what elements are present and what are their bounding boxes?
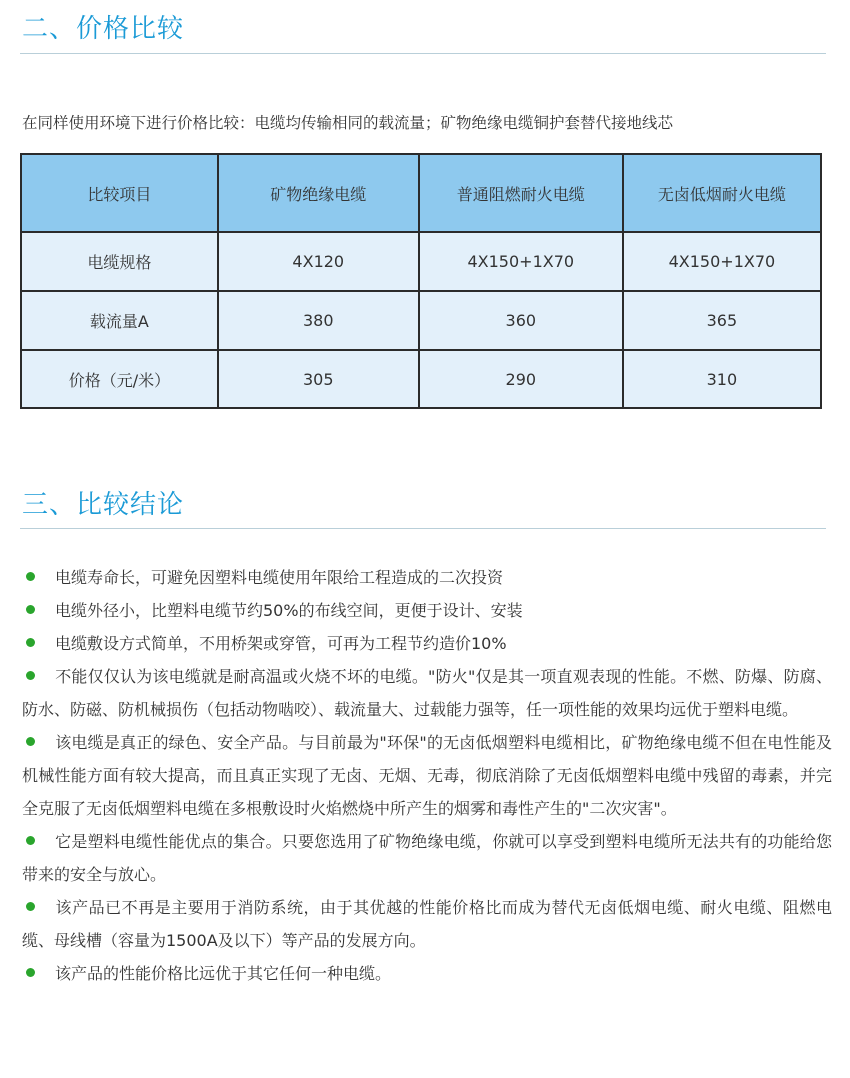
- table-cell: 价格（元/米）: [21, 350, 218, 408]
- table-cell: 4X150+1X70: [419, 232, 623, 291]
- green-dot-icon: [26, 671, 35, 680]
- table-cell: 360: [419, 291, 623, 350]
- table-cell: 305: [218, 350, 419, 408]
- table-header-cell: 普通阻燃耐火电缆: [419, 154, 623, 232]
- list-item-text: 该电缆是真正的绿色、安全产品。与目前最为"环保"的无卤低烟塑料电缆相比，矿物绝缘电缆不但在电性能及机械性能方面有较大提高，而且真正实现了无卤、无烟、无毒，彻底消除了无卤低烟塑料电缆中残留的毒素，并完全克服了无卤低烟塑料电缆在多根敷设时火焰燃烧中所产生的烟雾和毒性产生的"二次灾害"。: [22, 733, 832, 818]
- table-header-cell: 矿物绝缘电缆: [218, 154, 419, 232]
- list-item-text: 该产品已不再是主要用于消防系统，由于其优越的性能价格比而成为替代无卤低烟电缆、耐火电缆、阻燃电缆、母线槽（容量为1500A及以下）等产品的发展方向。: [22, 898, 832, 950]
- list-item-text: 电缆寿命长，可避免因塑料电缆使用年限给工程造成的二次投资: [55, 568, 504, 587]
- list-item: [22, 957, 832, 990]
- list-item-text: 它是塑料电缆性能优点的集合。只要您选用了矿物绝缘电缆，你就可以享受到塑料电缆所无法共有的功能给您带来的安全与放心。: [22, 832, 832, 884]
- table-cell: 310: [623, 350, 821, 408]
- section-divider: [20, 53, 826, 54]
- list-item: [22, 726, 832, 825]
- table-header-cell: 比较项目: [21, 154, 218, 232]
- table-header-row: [21, 154, 821, 232]
- section-divider: [20, 528, 826, 529]
- list-item: [22, 594, 832, 627]
- list-item-text: 电缆敷设方式简单，不用桥架或穿管，可再为工程节约造价10%: [55, 634, 507, 653]
- list-item: [22, 825, 832, 891]
- section-title-conclusions: 三、比较结论: [22, 490, 185, 520]
- list-item: [22, 660, 832, 726]
- table-cell: 380: [218, 291, 419, 350]
- table-cell: 4X150+1X70: [623, 232, 821, 291]
- table-cell: 4X120: [218, 232, 419, 291]
- list-item: [22, 891, 832, 957]
- list-item: [22, 561, 832, 594]
- green-dot-icon: [26, 737, 35, 746]
- table-row: [21, 291, 821, 350]
- table-cell: 电缆规格: [21, 232, 218, 291]
- list-item-text: 不能仅仅认为该电缆就是耐高温或火烧不坏的电缆。"防火"仅是其一项直观表现的性能。不燃、防爆、防腐、防水、防磁、防机械损伤（包括动物啮咬）、载流量大、过载能力强等，任一项性能的效果均远优于塑料电缆。: [22, 667, 832, 719]
- table-header-cell: 无卤低烟耐火电缆: [623, 154, 821, 232]
- table-cell: 290: [419, 350, 623, 408]
- table-row: [21, 350, 821, 408]
- table-cell: 365: [623, 291, 821, 350]
- table-cell: 载流量A: [21, 291, 218, 350]
- table-row: [21, 232, 821, 291]
- price-comparison-table: [20, 153, 822, 409]
- green-dot-icon: [26, 638, 35, 647]
- green-dot-icon: [26, 605, 35, 614]
- intro-text: 在同样使用环境下进行价格比较：电缆均传输相同的载流量；矿物绝缘电缆铜护套替代接地线芯: [22, 114, 674, 132]
- green-dot-icon: [26, 836, 35, 845]
- green-dot-icon: [26, 902, 35, 911]
- list-item: [22, 627, 832, 660]
- list-item-text: 电缆外径小，比塑料电缆节约50%的布线空间，更便于设计、安装: [55, 601, 523, 620]
- green-dot-icon: [26, 968, 35, 977]
- conclusion-list: [22, 561, 832, 990]
- list-item-text: 该产品的性能价格比远优于其它任何一种电缆。: [55, 964, 392, 983]
- section-title-price-comparison: 二、价格比较: [22, 14, 185, 44]
- green-dot-icon: [26, 572, 35, 581]
